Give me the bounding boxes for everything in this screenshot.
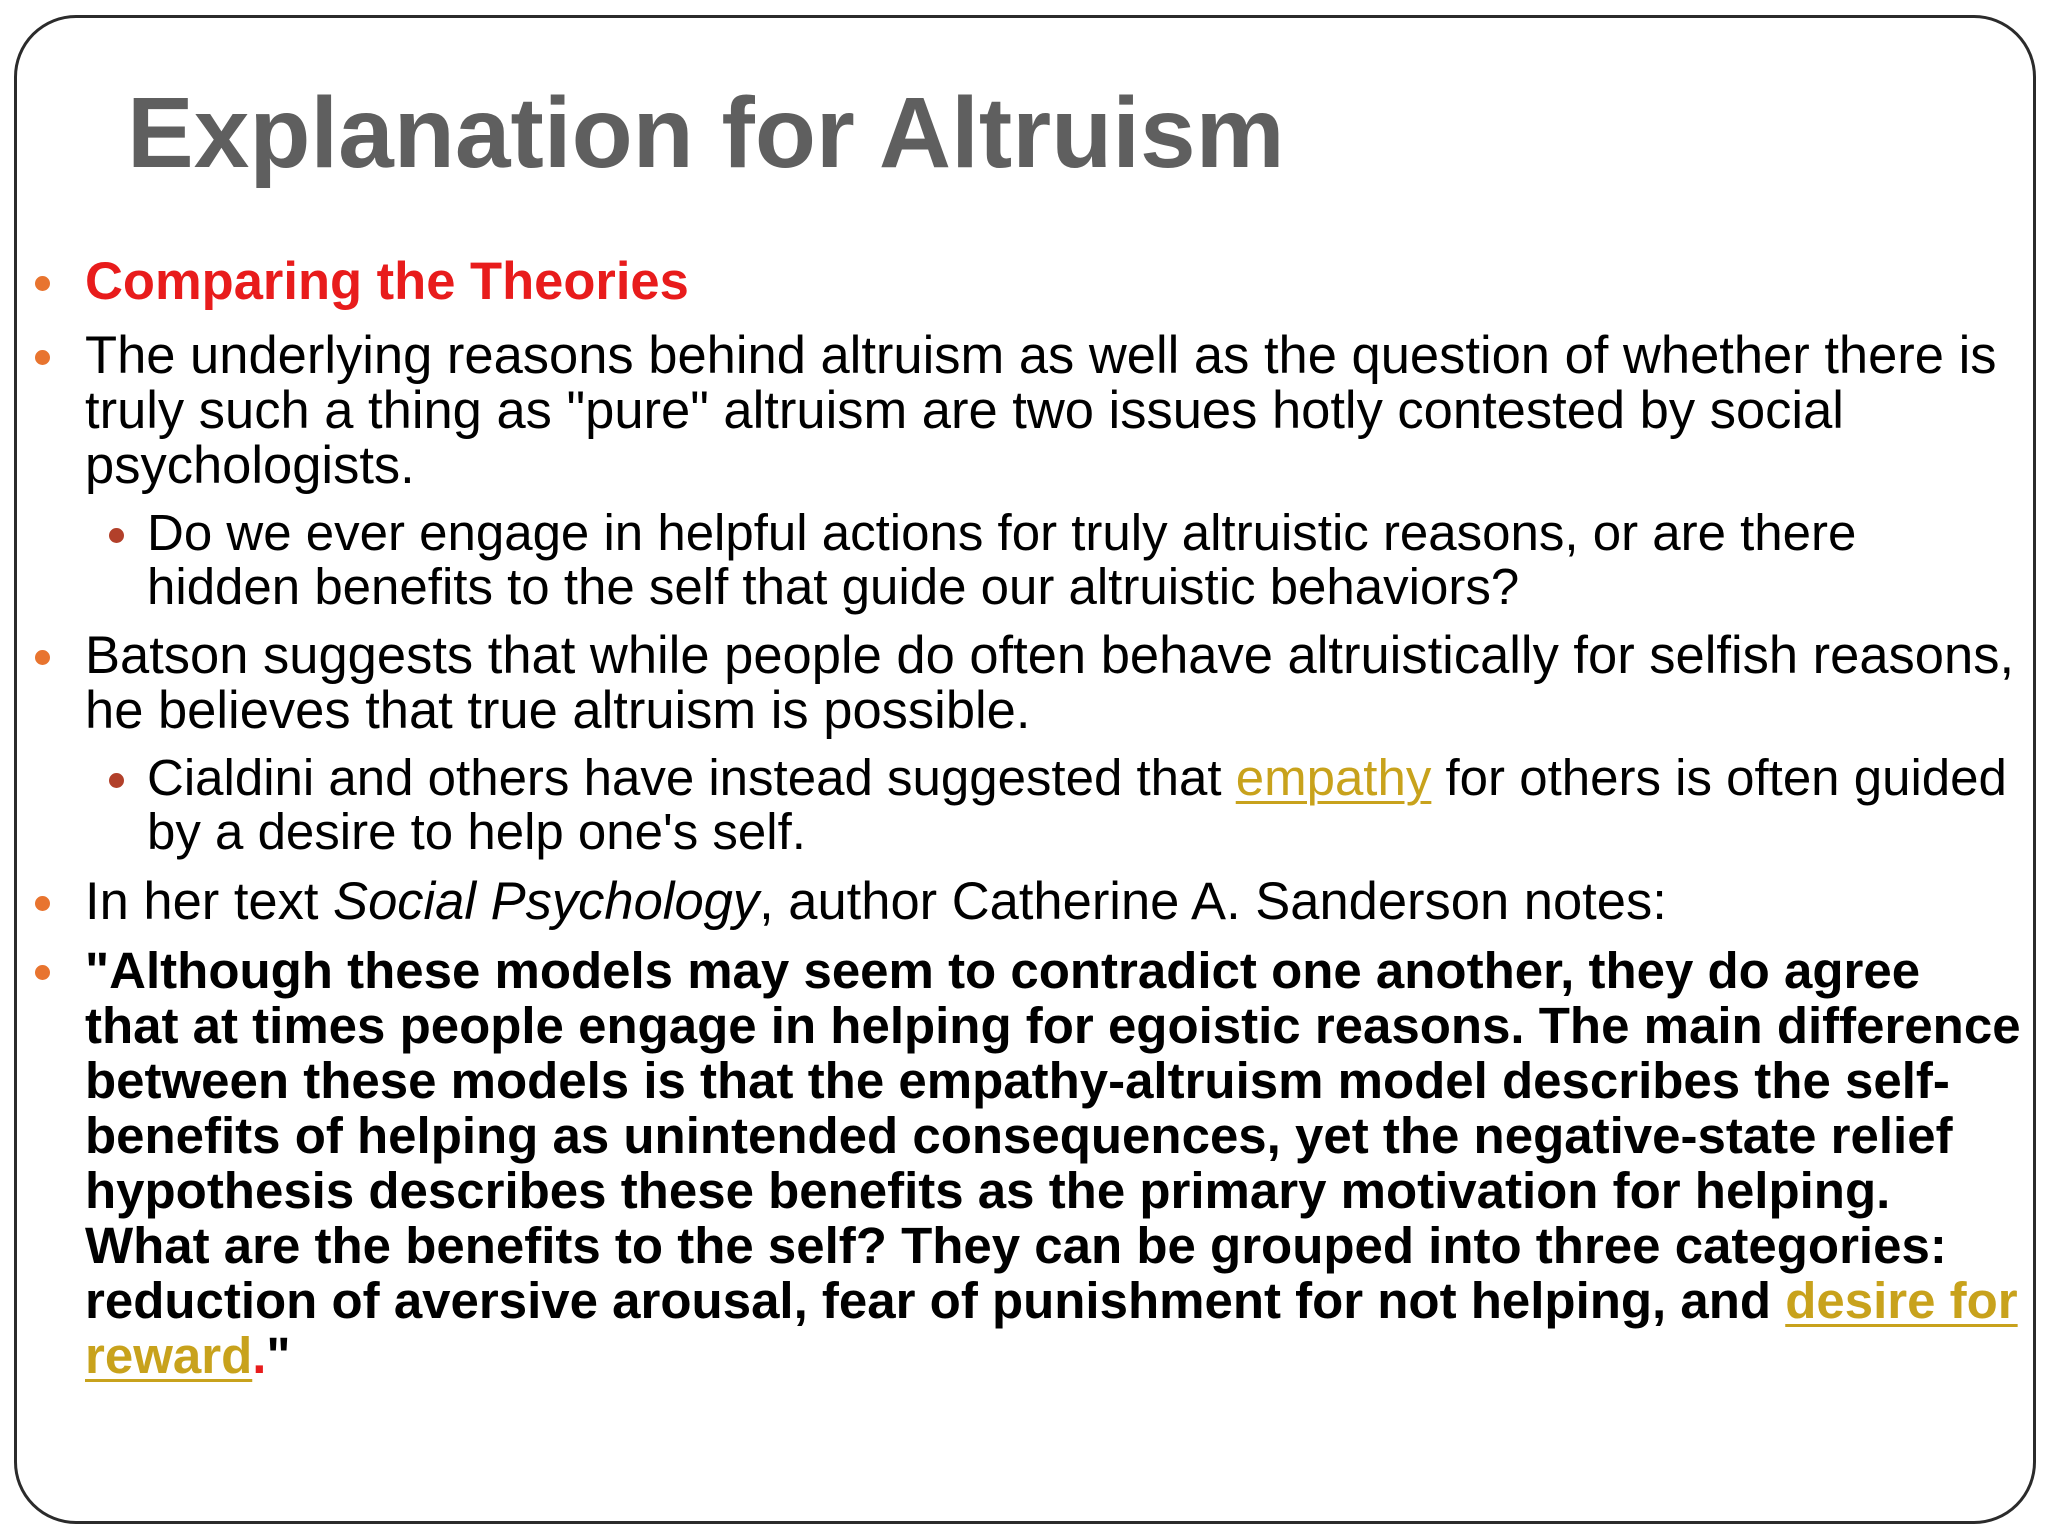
desire-for-reward-link[interactable]: desire for reward <box>85 1272 2018 1384</box>
quote-text: "Although these models may seem to contradict one another, they do agree that at times people engage in helping for egoistic reasons. The main difference between these models is that the empathy-altruism model describes the self-benefits of helping as unintended consequences, yet the negative-state relief hypothesis describes these benefits as the primary motivation for helping. What are the benefits to the self? They can be grouped into three categories: reduction of aversive arousal, fear of punishment for not helping, and <box>85 942 2021 1329</box>
sub-bullet-cialdini <box>17 751 2023 859</box>
quote-period: . <box>252 1327 267 1384</box>
bullet-dot-icon <box>35 896 50 911</box>
slide-title: Explanation for Altruism <box>127 77 1285 189</box>
bullet-batson <box>17 628 2023 738</box>
bullet-text-end: , author Catherine A. Sanderson notes: <box>759 872 1667 931</box>
book-title: Social Psychology <box>333 872 760 931</box>
empathy-link[interactable]: empathy <box>1235 749 1432 806</box>
bullet-sanderson <box>17 874 2023 929</box>
bullet-comparing-theories <box>17 254 2023 309</box>
quote-close: " <box>266 1327 291 1384</box>
sub-bullet-text-end: for others is often guided by a desire to help one's self. <box>147 749 2007 860</box>
sub-bullet-dot-icon <box>109 773 124 788</box>
bullet-text: The underlying reasons behind altruism as well as the question of whether there is truly such a thing as "pure" altruism are two issues hotly contested by social psychologists. <box>85 326 1997 495</box>
sub-bullet-text-start: Cialdini and others have instead suggested that <box>147 749 1236 806</box>
section-heading: Comparing the Theories <box>85 252 689 311</box>
bullet-dot-icon <box>35 276 50 291</box>
bullet-quote <box>17 943 2023 1383</box>
bullet-text: Batson suggests that while people do often behave altruistically for selfish reasons, he believes that true altruism is possible. <box>85 626 2015 740</box>
bullet-text-start: In her text <box>85 872 334 931</box>
bullet-dot-icon <box>35 350 50 365</box>
sub-bullet-helpful-actions <box>17 506 2023 614</box>
bullet-underlying-reasons <box>17 328 2023 493</box>
bullet-dot-icon <box>35 650 50 665</box>
sub-bullet-dot-icon <box>109 528 124 543</box>
slide-content <box>17 254 2023 1383</box>
sub-bullet-text: Do we ever engage in helpful actions for truly altruistic reasons, or are there hidden benefits to the self that guide our altruistic behaviors? <box>147 504 1857 615</box>
bullet-dot-icon <box>35 965 50 980</box>
slide-frame <box>14 15 2036 1524</box>
